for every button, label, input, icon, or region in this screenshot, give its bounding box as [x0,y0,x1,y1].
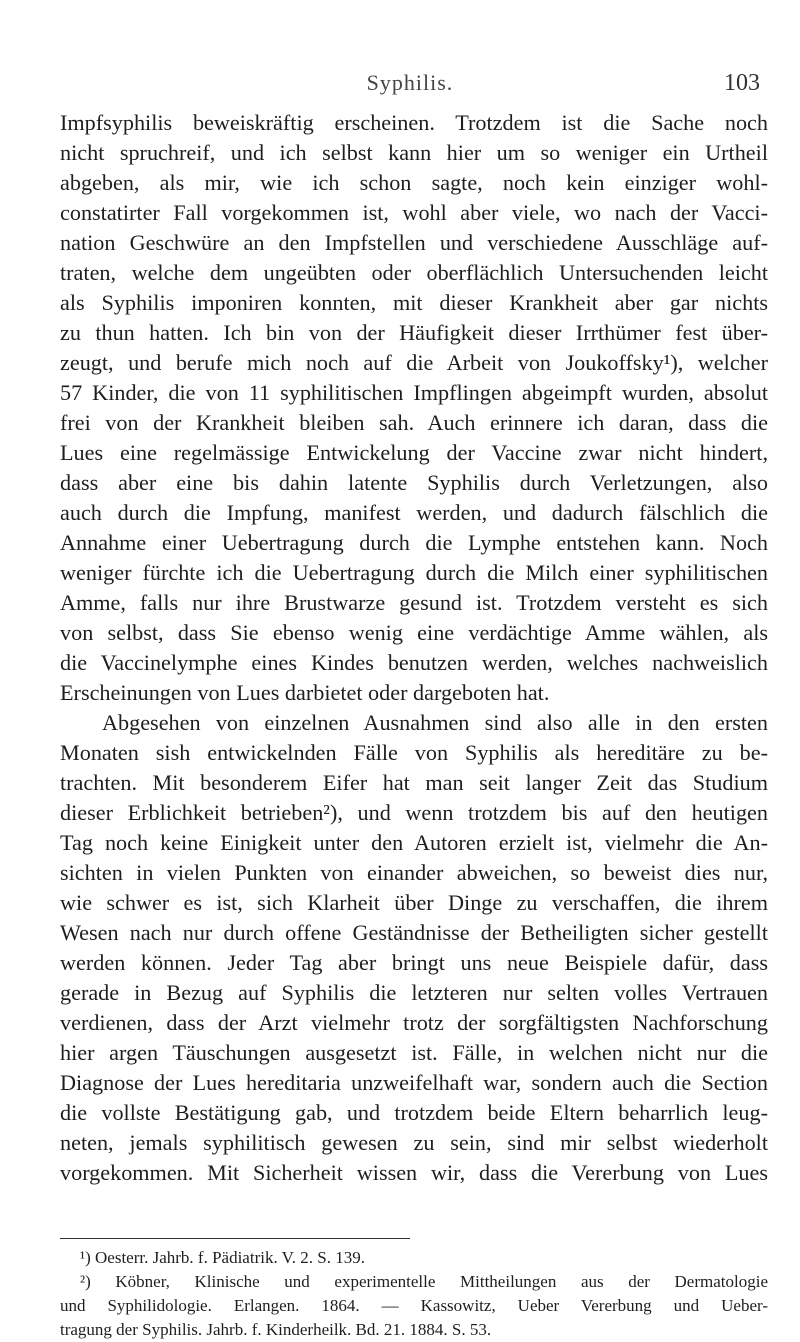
text-line: verdienen, dass der Arzt vielmehr trotz der sorgfältigsten Nachforschung [60,1010,768,1035]
text-line: Lues eine regelmässige Entwickelung der Vaccine zwar nicht hindert, [60,440,768,465]
text-line: vorgekommen. Mit Sicherheit wissen wir, dass die Vererbung von Lues [60,1160,768,1185]
footnote-line: und Syphilidologie. Erlangen. 1864. — Kassowitz, Ueber Vererbung und Ueber- [60,1296,768,1315]
text-line: trachten. Mit besonderem Eifer hat man seit langer Zeit das Studium [60,770,768,795]
text-line: Erscheinungen von Lues darbietet oder dargeboten hat. [60,680,550,705]
text-line: abgeben, als mir, wie ich schon sagte, noch kein einziger wohl- [60,170,768,195]
text-line: Tag noch keine Einigkeit unter den Autoren erzielt ist, vielmehr die An- [60,830,768,855]
text-line: die vollste Bestätigung gab, und trotzdem beide Eltern beharrlich leug- [60,1100,768,1125]
text-line: gerade in Bezug auf Syphilis die letzteren nur selten volles Vertrauen [60,980,768,1005]
text-line: nicht spruchreif, und ich selbst kann hier um so weniger ein Urtheil [60,140,768,165]
text-line: zeugt, und berufe mich noch auf die Arbeit von Joukoffsky¹), welcher [60,350,768,375]
running-title: Syphilis. [366,70,454,95]
text-line: Diagnose der Lues hereditaria unzweifelhaft war, sondern auch die Section [60,1070,768,1095]
text-line: Monaten sish entwickelnden Fälle von Syphilis als hereditäre zu be- [60,740,768,765]
body-text [60,108,768,1188]
text-line: nation Geschwüre an den Impfstellen und verschiedene Ausschläge auf- [60,230,768,255]
text-line: 57 Kinder, die von 11 syphilitischen Impflingen abgeimpft wurden, absolut [60,380,768,405]
text-line: Wesen nach nur durch offene Geständnisse der Betheiligten sicher gestellt [60,920,768,945]
text-line: traten, welche dem ungeübten oder oberflächlich Untersuchenden leicht [60,260,768,285]
footnote-line: tragung der Syphilis. Jahrb. f. Kinderheilk. Bd. 21. 1884. S. 53. [60,1320,492,1339]
text-line: auch durch die Impfung, manifest werden, und dadurch fälschlich die [60,500,768,525]
text-line: dass aber eine bis dahin latente Syphilis durch Verletzungen, also [60,470,768,495]
text-line: hier argen Täuschungen ausgesetzt ist. Fälle, in welchen nicht nur die [60,1040,768,1065]
text-line: neten, jemals syphilitisch gewesen zu sein, sind mir selbst wiederholt [60,1130,768,1155]
text-line: Annahme einer Uebertragung durch die Lymphe entstehen kann. Noch [60,530,768,555]
text-line: Abgesehen von einzelnen Ausnahmen sind also alle in den ersten [102,710,768,735]
text-line: sichten in vielen Punkten von einander abweichen, so beweist dies nur, [60,860,768,885]
text-line: constatirter Fall vorgekommen ist, wohl aber viele, wo nach der Vacci- [60,200,768,225]
text-line: wie schwer es ist, sich Klarheit über Dinge zu verschaffen, die ihrem [60,890,768,915]
text-line: Amme, falls nur ihre Brustwarze gesund ist. Trotzdem versteht es sich [60,590,768,615]
text-line: weniger fürchte ich die Uebertragung durch die Milch einer syphilitischen [60,560,768,585]
footnote-line: ¹) Oesterr. Jahrb. f. Pädiatrik. V. 2. S. 139. [80,1248,365,1267]
text-line: als Syphilis imponiren konnten, mit dieser Krankheit aber gar nichts [60,290,768,315]
text-line: dieser Erblichkeit betrieben²), und wenn trotzdem bis auf den heutigen [60,800,768,825]
text-line: von selbst, dass Sie ebenso wenig eine verdächtige Amme wählen, als [60,620,768,645]
text-line: werden können. Jeder Tag aber bringt uns neue Beispiele dafür, dass [60,950,768,975]
footnotes [60,1246,768,1342]
footnote-line: ²) Köbner, Klinische und experimentelle Mittheilungen aus der Dermatologie [80,1272,768,1291]
text-line: Impfsyphilis beweiskräftig erscheinen. Trotzdem ist die Sache noch [60,110,768,135]
page-header [60,70,760,100]
page-number: 103 [724,70,760,96]
text-line: die Vaccinelymphe eines Kindes benutzen werden, welches nachweislich [60,650,768,675]
footnote-divider [60,1238,410,1239]
text-line: frei von der Krankheit bleiben sah. Auch erinnere ich daran, dass die [60,410,768,435]
text-line: zu thun hatten. Ich bin von der Häufigkeit dieser Irrthümer fest über- [60,320,768,345]
